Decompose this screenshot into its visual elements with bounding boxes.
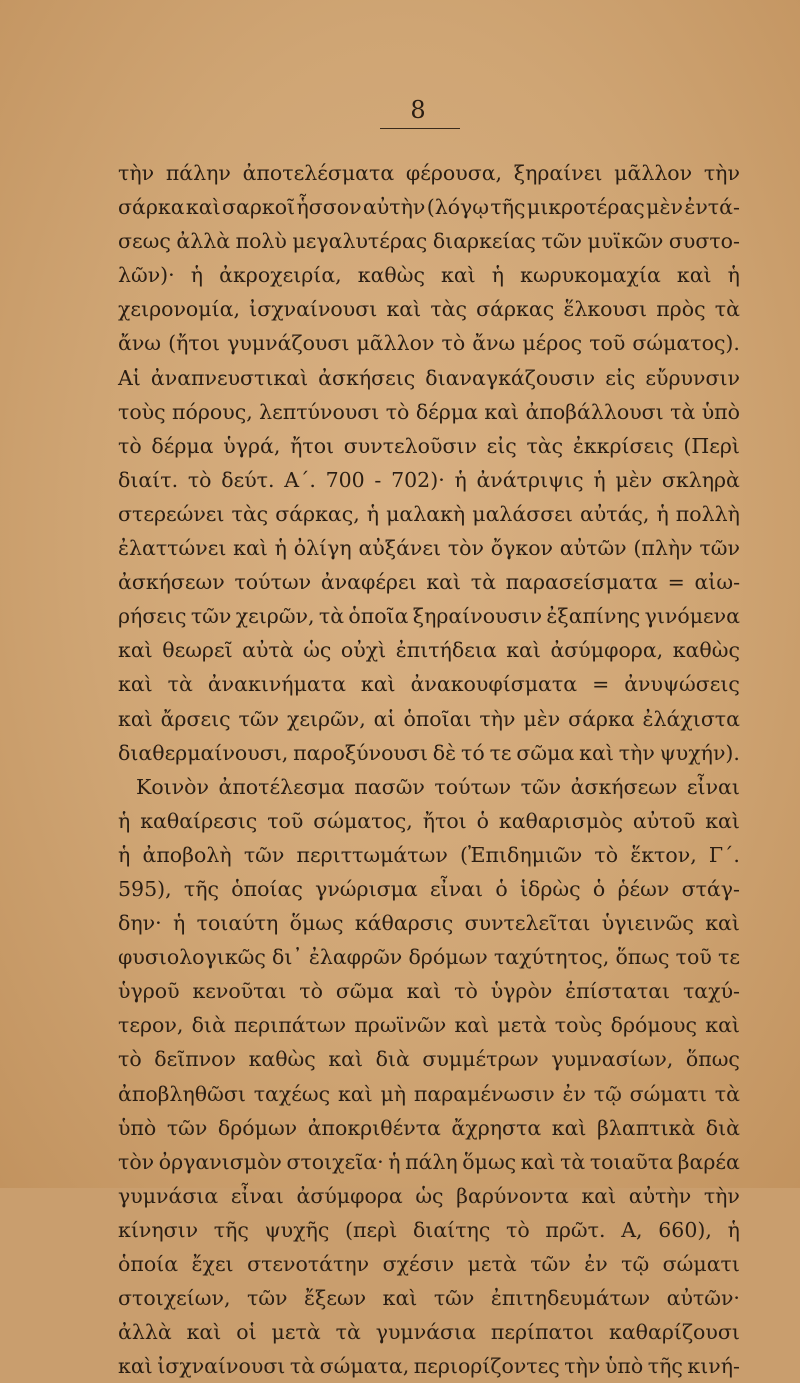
- text-line: καὶ θεωρεῖ αὐτὰ ὡς οὐχὶ ἐπιτήδεια καὶ ἀσύμφορα, καθὼς: [118, 638, 740, 663]
- text-line: φυσιολογικῶς δι᾽ ἐλαφρῶν δρόμων ταχύτητος, ὅπως τοῦ τε: [118, 945, 740, 970]
- text-line: χειρονομία, ἰσχναίνουσι καὶ τὰς σάρκας ἕλκουσι πρὸς τὰ: [118, 297, 740, 322]
- text-line: καὶ ἰσχναίνουσι τὰ σώματα, περιορίζοντες τὴν ὑπὸ τῆς κινή-: [118, 1354, 740, 1379]
- page-number: 8: [410, 96, 426, 124]
- text-line: διαθερμαίνουσι, παροξύνουσι δὲ τό τε σῶμα καὶ τὴν ψυχήν).: [118, 740, 740, 765]
- text-line: ρήσεις τῶν χειρῶν, τὰ ὁποῖα ξηραίνουσιν ἐξαπίνης γινόμενα: [118, 604, 740, 629]
- text-line: κίνησιν τῆς ψυχῆς (περὶ διαίτης τὸ πρῶτ. Α, 660), ἡ: [118, 1217, 740, 1242]
- text-line: ὑπὸ τῶν δρόμων ἀποκριθέντα ἄχρηστα καὶ βλαπτικὰ διὰ: [118, 1115, 740, 1140]
- text-line: ἄνω (ἤτοι γυμνάζουσι μᾶλλον τὸ ἄνω μέρος τοῦ σώματος).: [118, 331, 740, 356]
- text-line: τὸν ὀργανισμὸν στοιχεῖα· ἡ πάλη ὅμως καὶ τὰ τοιαῦτα βαρέα: [118, 1149, 740, 1174]
- header-rule: [380, 128, 460, 129]
- text-line: σάρκα καὶ σαρκοῖ ἧσσον αὐτὴν (λόγῳ τῆς μικροτέρας μὲν ἐντά-: [118, 195, 740, 220]
- text-line: διαίτ. τὸ δεύτ. Α΄. 700 - 702)· ἡ ἀνάτριψις ἡ μὲν σκληρὰ: [118, 467, 740, 492]
- text-line: τὸ δέρμα ὑγρά, ἤτοι συντελοῦσιν εἰς τὰς ἐκκρίσεις (Περὶ: [118, 433, 740, 458]
- text-line: δην· ἡ τοιαύτη ὅμως κάθαρσις συντελεῖται ὑγιεινῶς καὶ: [118, 911, 740, 936]
- text-line: ἐλαττώνει καὶ ἡ ὀλίγη αὐξάνει τὸν ὄγκον αὐτῶν (πλὴν τῶν: [118, 536, 740, 561]
- text-line: γυμνάσια εἶναι ἀσύμφορα ὡς βαρύνοντα καὶ αὐτὴν τὴν: [118, 1183, 740, 1208]
- text-line: ἡ καθαίρεσις τοῦ σώματος, ἤτοι ὁ καθαρισμὸς αὐτοῦ καὶ: [118, 808, 740, 833]
- text-line: ἀσκήσεων τούτων ἀναφέρει καὶ τὰ παρασείσματα = αἰω-: [118, 570, 740, 595]
- text-line: ἀποβληθῶσι ταχέως καὶ μὴ παραμένωσιν ἐν τῷ σώματι τὰ: [118, 1081, 740, 1106]
- text-line: στερεώνει τὰς σάρκας, ἡ μαλακὴ μαλάσσει αὐτάς, ἡ πολλὴ: [118, 501, 740, 526]
- text-line: σεως ἀλλὰ πολὺ μεγαλυτέρας διαρκείας τῶν μυϊκῶν συστο-: [118, 229, 740, 254]
- page-body-text: [118, 156, 740, 1383]
- text-line: τερον, διὰ περιπάτων πρωϊνῶν καὶ μετὰ τοὺς δρόμους καὶ: [118, 1013, 740, 1038]
- text-line: τοὺς πόρους, λεπτύνουσι τὸ δέρμα καὶ ἀποβάλλουσι τὰ ὑπὸ: [118, 399, 740, 424]
- text-line: τὴν πάλην ἀποτελέσματα φέρουσα, ξηραίνει μᾶλλον τὴν: [118, 161, 740, 185]
- text-line: στοιχείων, τῶν ἔξεων καὶ τῶν ἐπιτηδευμάτων αὐτῶν·: [118, 1286, 740, 1311]
- text-line: 595), τῆς ὁποίας γνώρισμα εἶναι ὁ ἱδρὼς ὁ ῥέων στάγ-: [118, 876, 740, 901]
- text-line: ἡ ἀποβολὴ τῶν περιττωμάτων (Ἐπιδημιῶν τὸ ἕκτον, Γ΄.: [118, 842, 740, 867]
- text-line: καὶ τὰ ἀνακινήματα καὶ ἀνακουφίσματα = ἀνυψώσεις: [118, 672, 740, 697]
- text-line: λῶν)· ἡ ἀκροχειρία, καθὼς καὶ ἡ κωρυκομαχία καὶ ἡ: [118, 263, 740, 288]
- text-line: Αἱ ἀναπνευστικαὶ ἀσκήσεις διαναγκάζουσιν εἰς εὔρυνσιν: [118, 365, 740, 390]
- text-line: ἀλλὰ καὶ οἱ μετὰ τὰ γυμνάσια περίπατοι καθαρίζουσι: [118, 1320, 740, 1345]
- text-line: τὸ δεῖπνον καθὼς καὶ διὰ συμμέτρων γυμνασίων, ὅπως: [118, 1047, 740, 1072]
- text-line: ὁποία ἔχει στενοτάτην σχέσιν μετὰ τῶν ἐν τῷ σώματι: [118, 1252, 740, 1276]
- text-line: Κοινὸν ἀποτέλεσμα πασῶν τούτων τῶν ἀσκήσεων εἶναι: [136, 774, 740, 799]
- text-line: ὑγροῦ κενοῦται τὸ σῶμα καὶ τὸ ὑγρὸν ἐπίσταται ταχύ-: [118, 979, 740, 1004]
- text-line: καὶ ἄρσεις τῶν χειρῶν, αἱ ὁποῖαι τὴν μὲν σάρκα ἐλάχιστα: [118, 706, 740, 731]
